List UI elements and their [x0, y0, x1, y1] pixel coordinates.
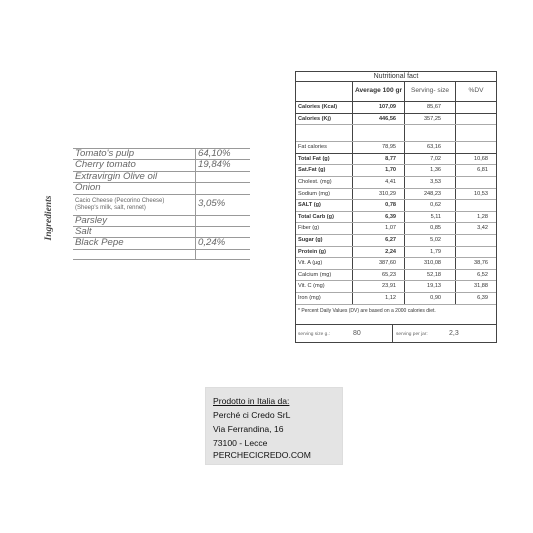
ingredient-row — [73, 227, 250, 238]
ingredient-name: Onion — [73, 183, 196, 194]
ingredient-row — [73, 183, 250, 194]
serving-divider — [392, 325, 393, 343]
ingredients-heading — [38, 185, 58, 255]
producer-line-1: Prodotto in Italia da: — [213, 396, 290, 406]
header-serving: Serving- size — [405, 81, 456, 102]
value-dv: 6,39 — [456, 292, 496, 304]
ingredient-row — [73, 171, 250, 182]
nutrition-row — [296, 176, 496, 188]
value-average: 6,27 — [353, 234, 405, 246]
value-average: 1,12 — [353, 292, 405, 304]
value-serving: 0,90 — [405, 292, 456, 304]
value-dv: 10,53 — [456, 188, 496, 200]
ingredient-name-note: (Sheep's milk, salt, rennet) — [75, 204, 146, 211]
header-average: Average 100 gr — [353, 81, 405, 102]
value-average: 6,39 — [353, 211, 405, 223]
nutrient-name: Sodium (mg) — [296, 188, 353, 200]
value-serving: 0,85 — [405, 223, 456, 235]
nutrient-name: Fiber (g) — [296, 223, 353, 235]
nutrition-spacer-row — [296, 125, 496, 142]
nutrient-name: SALT (g) — [296, 200, 353, 212]
value-serving: 0,62 — [405, 200, 456, 212]
value-average: 310,29 — [353, 188, 405, 200]
value-serving: 5,11 — [405, 211, 456, 223]
value-dv: 6,52 — [456, 269, 496, 281]
value-serving: 63,16 — [405, 142, 456, 154]
value-average: 23,91 — [353, 281, 405, 293]
nutrition-row — [296, 165, 496, 177]
value-serving: 85,67 — [405, 102, 456, 114]
value-average: 2,24 — [353, 246, 405, 258]
value-dv: 38,76 — [456, 258, 496, 270]
value-dv — [456, 234, 496, 246]
nutrient-name: Total Carb (g) — [296, 211, 353, 223]
nutrient-name: Vit. C (mg) — [296, 281, 353, 293]
value-dv — [456, 246, 496, 258]
ingredient-name: Black Pepe — [73, 238, 196, 249]
nutrient-name: Sugar (g) — [296, 234, 353, 246]
nutrient-name: Calories (Kj) — [296, 113, 353, 125]
value-dv — [456, 200, 496, 212]
nutrition-row — [296, 113, 496, 125]
value-average: 4,41 — [353, 176, 405, 188]
ingredient-name — [73, 194, 196, 215]
producer-address: Via Ferrandina, 16 — [213, 424, 284, 434]
ingredient-row — [73, 215, 250, 226]
producer-city: 73100 - Lecce — [213, 438, 268, 448]
nutrient-name: Calories (Kcal) — [296, 102, 353, 114]
value-serving: 1,79 — [405, 246, 456, 258]
nutrition-row — [296, 153, 496, 165]
nutrient-name: Fat calories — [296, 142, 353, 154]
value-serving: 19,13 — [405, 281, 456, 293]
ingredient-name: Tomato's pulp — [73, 149, 196, 160]
ingredient-row — [73, 194, 250, 215]
value-average: 446,56 — [353, 113, 405, 125]
ingredients-table — [73, 148, 250, 260]
value-dv: 3,42 — [456, 223, 496, 235]
producer-label — [205, 387, 343, 465]
nutrient-name: Iron (mg) — [296, 292, 353, 304]
ingredient-pct: 0,24% — [196, 238, 251, 249]
value-serving: 7,02 — [405, 153, 456, 165]
nutrition-row — [296, 269, 496, 281]
ingredient-name: Salt — [73, 227, 196, 238]
value-dv: 1,28 — [456, 211, 496, 223]
value-serving: 310,08 — [405, 258, 456, 270]
value-average: 1,07 — [353, 223, 405, 235]
ingredient-name-main: Cacio Cheese (Pecorino Cheese) — [75, 197, 165, 204]
serving-size-value: 80 — [353, 330, 361, 337]
ingredient-name: Cherry tomato — [73, 160, 196, 171]
serving-per-jar-value: 2,3 — [449, 330, 459, 337]
ingredient-name: Extravirgin Olive oil — [73, 171, 196, 182]
value-average: 1,70 — [353, 165, 405, 177]
ingredient-pct — [196, 183, 251, 194]
value-serving: 248,23 — [405, 188, 456, 200]
ingredient-pct: 19,84% — [196, 160, 251, 171]
producer-name: Perché ci Credo SrL — [213, 410, 291, 420]
nutrition-rows — [296, 102, 496, 305]
nutrition-header-row — [296, 81, 496, 102]
value-dv — [456, 102, 496, 114]
value-average: 387,60 — [353, 258, 405, 270]
nutrition-row — [296, 281, 496, 293]
value-dv: 6,81 — [456, 165, 496, 177]
ingredient-pct — [196, 215, 251, 226]
nutrition-row — [296, 258, 496, 270]
ingredient-pct: 64,10% — [196, 149, 251, 160]
ingredient-row-empty — [73, 249, 250, 259]
value-average: 78,95 — [353, 142, 405, 154]
ingredient-row — [73, 238, 250, 249]
ingredient-pct — [196, 227, 251, 238]
nutrient-name: Protein (g) — [296, 246, 353, 258]
nutrient-name: Sat.Fat (g) — [296, 165, 353, 177]
value-average: 107,09 — [353, 102, 405, 114]
serving-per-jar-label: serving per jar: — [396, 332, 428, 337]
header-dv: %DV — [456, 81, 496, 102]
value-average: 0,78 — [353, 200, 405, 212]
nutrient-name: Calcium (mg) — [296, 269, 353, 281]
ingredient-row — [73, 149, 250, 160]
value-dv: 10,68 — [456, 153, 496, 165]
value-serving: 5,02 — [405, 234, 456, 246]
value-dv — [456, 176, 496, 188]
nutrition-row — [296, 234, 496, 246]
nutrition-row — [296, 102, 496, 114]
nutrition-row — [296, 223, 496, 235]
nutrition-title: Nutritional fact — [296, 72, 496, 82]
value-serving: 52,18 — [405, 269, 456, 281]
nutrition-row — [296, 188, 496, 200]
nutrition-row — [296, 246, 496, 258]
value-average: 65,23 — [353, 269, 405, 281]
nutrient-name: Cholest. (mg) — [296, 176, 353, 188]
nutrient-name: Vit. A (µg) — [296, 258, 353, 270]
ingredient-row — [73, 160, 250, 171]
ingredients-label: Ingredients — [44, 195, 54, 241]
nutrition-row — [296, 200, 496, 212]
value-dv: 31,88 — [456, 281, 496, 293]
value-serving: 357,25 — [405, 113, 456, 125]
value-average: 8,77 — [353, 153, 405, 165]
nutrition-panel — [295, 71, 497, 343]
nutrition-row — [296, 292, 496, 304]
ingredient-pct: 3,05% — [196, 194, 251, 215]
nutrient-name: Total Fat (g) — [296, 153, 353, 165]
serving-info — [296, 324, 496, 343]
nutrition-row — [296, 142, 496, 154]
ingredient-pct — [196, 171, 251, 182]
ingredient-name: Parsley — [73, 215, 196, 226]
nutrition-footnote: * Percent Daily Values (DV) are based on a 2000 calories diet. — [298, 308, 436, 314]
value-serving: 1,36 — [405, 165, 456, 177]
value-dv — [456, 113, 496, 125]
serving-size-label: serving size g.: — [298, 332, 330, 337]
nutrition-row — [296, 211, 496, 223]
value-serving: 3,53 — [405, 176, 456, 188]
producer-website: PERCHECICREDO.COM — [213, 450, 311, 460]
nutrition-table — [296, 81, 496, 305]
value-dv — [456, 142, 496, 154]
